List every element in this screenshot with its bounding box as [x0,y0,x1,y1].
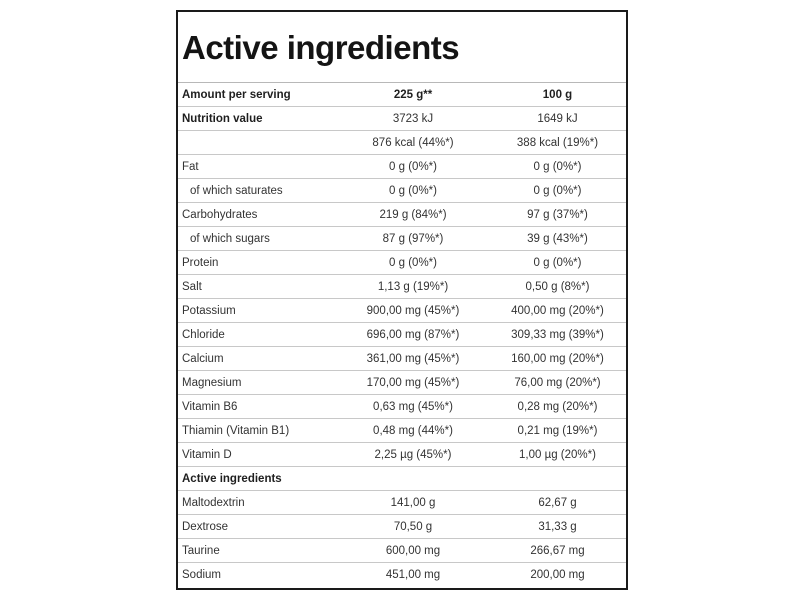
table-row [178,395,626,419]
row-value-100g: 0,21 mg (19%*) [489,419,626,443]
row-value-serving: 3723 kJ [337,107,489,131]
table-header-row [178,83,626,107]
table-row [178,179,626,203]
nutrition-panel [176,10,628,590]
row-value-100g: 97 g (37%*) [489,203,626,227]
header-col-serving: 225 g** [337,83,489,107]
table-row [178,491,626,515]
table-row [178,251,626,275]
row-label: Vitamin D [178,443,337,467]
row-value-serving: 876 kcal (44%*) [337,131,489,155]
row-value-serving: 600,00 mg [337,539,489,563]
row-label: Sodium [182,568,221,581]
header-col-100g: 100 g [489,83,626,107]
row-value-serving: 696,00 mg (87%*) [337,323,489,347]
row-value-100g: 400,00 mg (20%*) [489,299,626,323]
row-value-serving: 451,00 mg [385,568,441,581]
row-value-serving: 1,13 g (19%*) [337,275,489,299]
row-label: Taurine [178,539,337,563]
row-value-serving: 2,25 µg (45%*) [337,443,489,467]
row-label: Fat [178,155,337,179]
row-value-serving: 0,48 mg (44%*) [337,419,489,443]
table-row [178,563,626,587]
row-value-100g: 76,00 mg (20%*) [489,371,626,395]
row-value-100g: 200,00 mg [530,568,585,581]
row-label: Nutrition value [178,107,337,131]
row-label: Vitamin B6 [178,395,337,419]
row-label: Calcium [178,347,337,371]
table-row [178,323,626,347]
table-row [178,275,626,299]
row-value-100g: 160,00 mg (20%*) [489,347,626,371]
table-row [178,443,626,467]
table-row [178,515,626,539]
row-value-100g: 266,67 mg [489,539,626,563]
row-label: Chloride [178,323,337,347]
row-value-serving: 70,50 g [337,515,489,539]
row-label: Maltodextrin [178,491,337,515]
row-value-100g: 309,33 mg (39%*) [489,323,626,347]
row-label: Dextrose [178,515,337,539]
header-label: Amount per serving [178,83,337,107]
table-row [178,467,626,491]
table-row [178,419,626,443]
row-value-100g: 1,00 µg (20%*) [489,443,626,467]
row-label: Magnesium [178,371,337,395]
table-row [178,371,626,395]
row-value-100g: 0,50 g (8%*) [489,275,626,299]
row-value-100g [489,467,626,491]
row-value-100g: 0 g (0%*) [489,179,626,203]
row-value-100g: 39 g (43%*) [489,227,626,251]
table-row [178,299,626,323]
row-value-serving: 900,00 mg (45%*) [337,299,489,323]
row-label: Thiamin (Vitamin B1) [178,419,337,443]
row-label: of which saturates [178,179,337,203]
row-label: Salt [178,275,337,299]
row-value-serving: 0 g (0%*) [337,155,489,179]
table-row [178,107,626,131]
row-value-100g: 0,28 mg (20%*) [489,395,626,419]
nutrition-table [178,83,626,586]
table-row [178,203,626,227]
row-value-100g: 62,67 g [489,491,626,515]
row-value-serving: 170,00 mg (45%*) [337,371,489,395]
row-value-serving: 0 g (0%*) [337,179,489,203]
row-value-serving: 361,00 mg (45%*) [337,347,489,371]
row-value-serving: 0,63 mg (45%*) [337,395,489,419]
row-value-100g: 388 kcal (19%*) [489,131,626,155]
row-value-100g: 31,33 g [489,515,626,539]
row-value-serving [337,467,489,491]
row-value-serving: 141,00 g [337,491,489,515]
row-label: Protein [178,251,337,275]
row-label [178,131,337,155]
row-value-100g: 0 g (0%*) [489,251,626,275]
row-label: Potassium [178,299,337,323]
row-value-serving: 0 g (0%*) [337,251,489,275]
row-value-100g: 1649 kJ [489,107,626,131]
table-row [178,227,626,251]
table-row [178,131,626,155]
table-row [178,155,626,179]
row-label: Active ingredients [178,467,337,491]
row-value-serving: 219 g (84%*) [337,203,489,227]
table-row [178,539,626,563]
row-value-100g: 0 g (0%*) [489,155,626,179]
table-row [178,347,626,371]
row-value-serving: 87 g (97%*) [337,227,489,251]
row-label: Carbohydrates [178,203,337,227]
panel-title: Active ingredients [178,12,626,83]
row-label: of which sugars [178,227,337,251]
